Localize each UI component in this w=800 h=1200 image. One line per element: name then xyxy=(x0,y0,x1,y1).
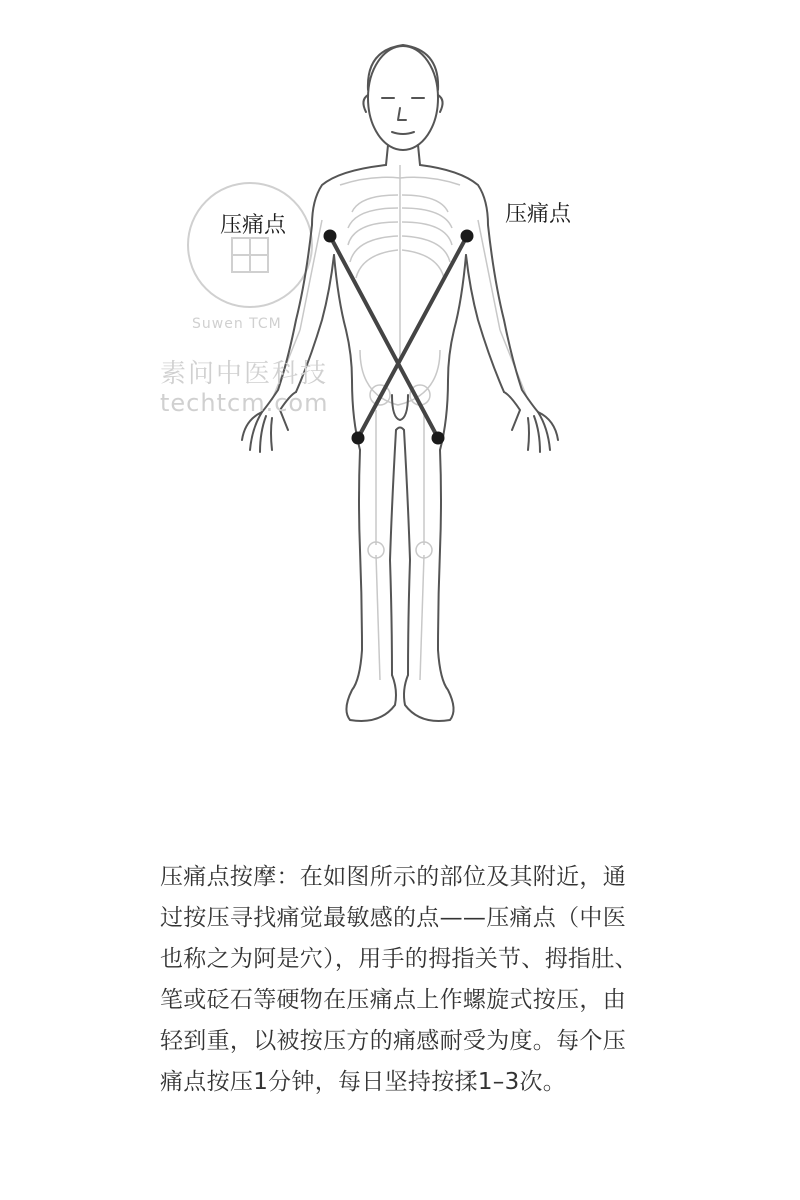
watermark-chinese: 素问中医科技 xyxy=(160,359,329,389)
pressure-point-right-shoulder xyxy=(461,230,474,243)
watermark-url: techtcm.com xyxy=(160,389,329,417)
description-text: 压痛点按摩：在如图所示的部位及其附近，通过按压寻找痛觉最敏感的点——压痛点（中医也称之为阿是穴），用手的拇指关节、拇指肚、笔或砭石等硬物在压痛点上作螺旋式按压，由轻到重，以被按压方的痛感耐受为度。每个压痛点按压1分钟，每日坚持按揉1–3次。 xyxy=(160,864,638,1095)
label-pressure-point-left: 压痛点 xyxy=(220,213,287,238)
pressure-point-left-thigh xyxy=(352,432,365,445)
label-pressure-point-right: 压痛点 xyxy=(505,202,572,227)
watermark-logo xyxy=(188,183,312,307)
line-left-shoulder-to-right-thigh xyxy=(330,236,438,438)
watermark-brand: Suwen TCM xyxy=(192,316,282,332)
line-right-shoulder-to-left-thigh xyxy=(358,236,467,438)
pressure-point-left-shoulder xyxy=(324,230,337,243)
pressure-point-right-thigh xyxy=(432,432,445,445)
